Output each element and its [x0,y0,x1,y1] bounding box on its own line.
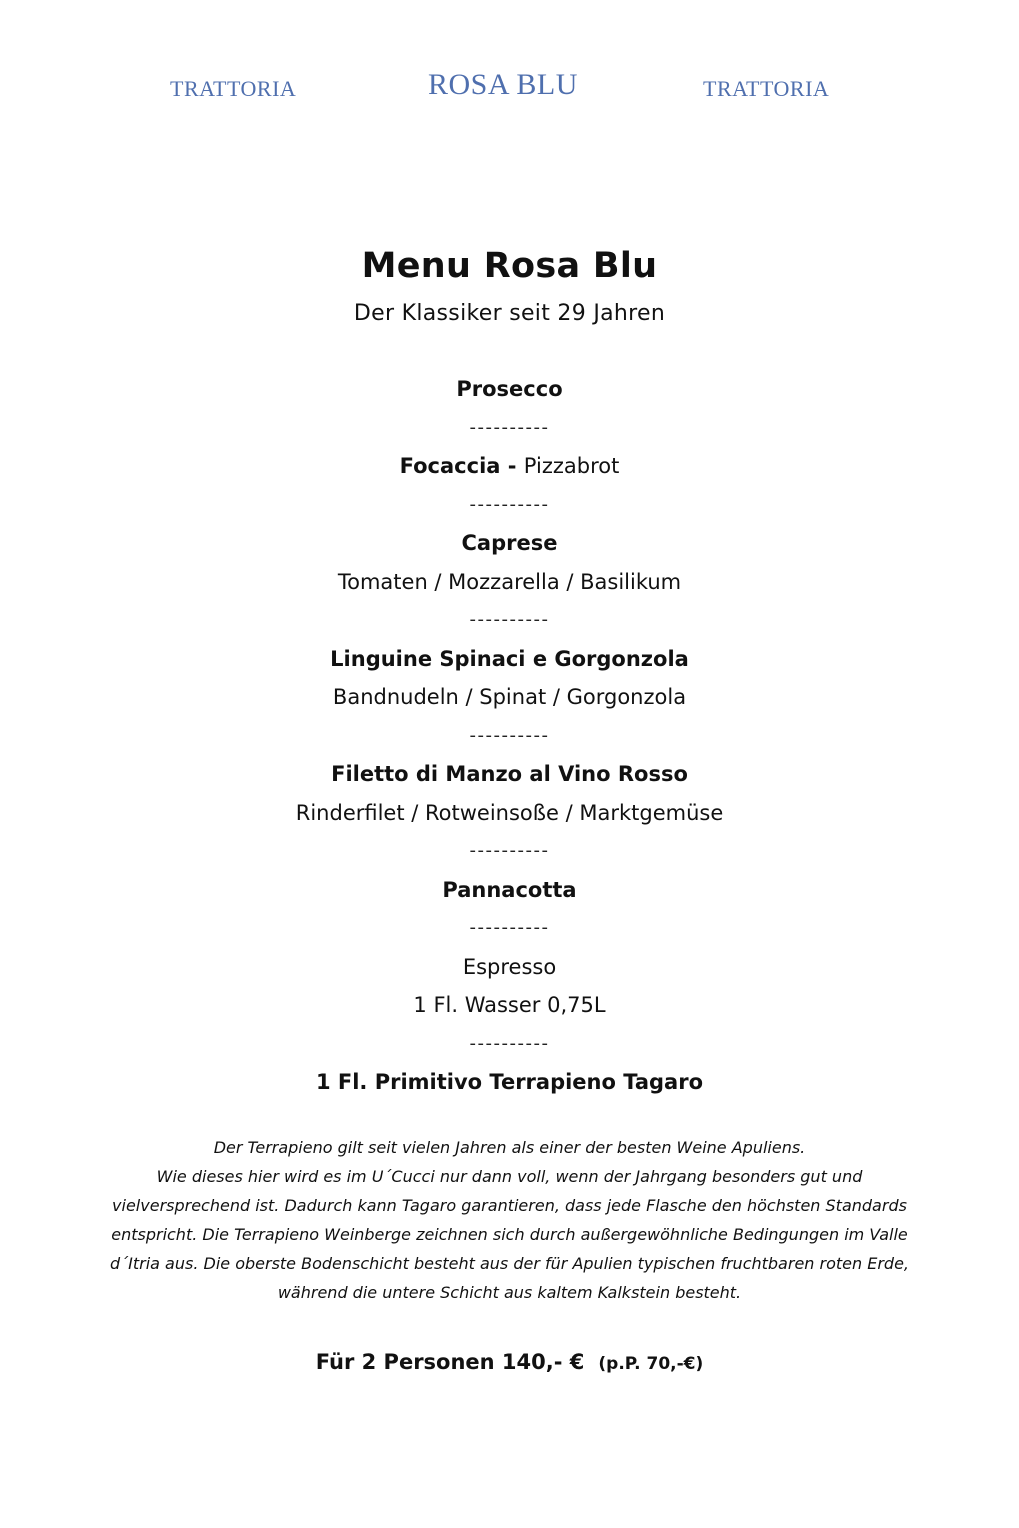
header-restaurant-name: ROSA BLU [428,68,578,101]
course-focaccia [0,447,1019,486]
course-espresso: Espresso [462,954,557,979]
description-line: Wie dieses hier wird es im U´Cucci nur dann voll, wenn der Jahrgang besonders gut und [156,1167,863,1186]
description-line: Der Terrapieno gilt seit vielen Jahren als einer der besten Weine Apuliens. [213,1138,806,1157]
course-focaccia-name: Focaccia [399,454,501,478]
course-separator: ---------- [469,1032,550,1054]
description-line: d´Itria aus. Die oberste Bodenschicht besteht aus der für Apulien typischen fruchtbaren roten Erde, [109,1254,909,1273]
price-line [0,1350,1019,1374]
wine-description [60,1133,959,1307]
description-line: vielversprechend ist. Dadurch kann Tagaro garantieren, dass jede Flasche den höchsten Standards [112,1196,907,1215]
menu-section [0,238,1019,1102]
course-list [0,370,1019,1102]
course-separator: ---------- [469,840,550,861]
course-focaccia-desc: Pizzabrot [523,454,620,478]
course-separator: ---------- [469,917,550,938]
page-header [0,68,1019,108]
course-filetto-name: Filetto di Manzo al Vino Rosso [331,762,688,786]
course-caprese-name: Caprese [461,531,558,555]
description-line: während die untere Schicht aus kaltem Kalkstein besteht. [277,1283,742,1302]
header-left-text: TRATTORIA [170,76,297,101]
course-focaccia-dash: - [500,454,524,478]
course-separator: ---------- [469,609,550,630]
course-separator: ---------- [469,493,550,515]
course-linguine-name: Linguine Spinaci e Gorgonzola [330,646,689,671]
description-line: entspricht. Die Terrapieno Weinberge zeichnen sich durch außergewöhnliche Bedingungen im Valle [111,1225,908,1244]
course-prosecco: Prosecco [456,377,563,401]
course-separator: ---------- [469,416,550,438]
menu-subtitle: Der Klassiker seit 29 Jahren [353,301,666,326]
course-linguine-desc: Bandnudeln / Spinat / Gorgonzola [332,685,687,709]
course-caprese-desc: Tomaten / Mozzarella / Basilikum [337,569,682,594]
course-separator: ---------- [469,724,550,746]
price-main: Für 2 Personen 140,- € [315,1350,585,1374]
course-filetto-desc: Rinderfilet / Rotweinsoße / Marktgemüse [295,800,724,825]
course-pannacotta: Pannacotta [442,877,577,902]
header-right-text: TRATTORIA [703,76,830,101]
price-per-person: (p.P. 70,-€) [598,1354,704,1374]
menu-title: Menu Rosa Blu [361,246,658,286]
course-wine: 1 Fl. Primitivo Terrapieno Tagaro [315,1070,704,1094]
course-wasser: 1 Fl. Wasser 0,75L [413,993,606,1017]
